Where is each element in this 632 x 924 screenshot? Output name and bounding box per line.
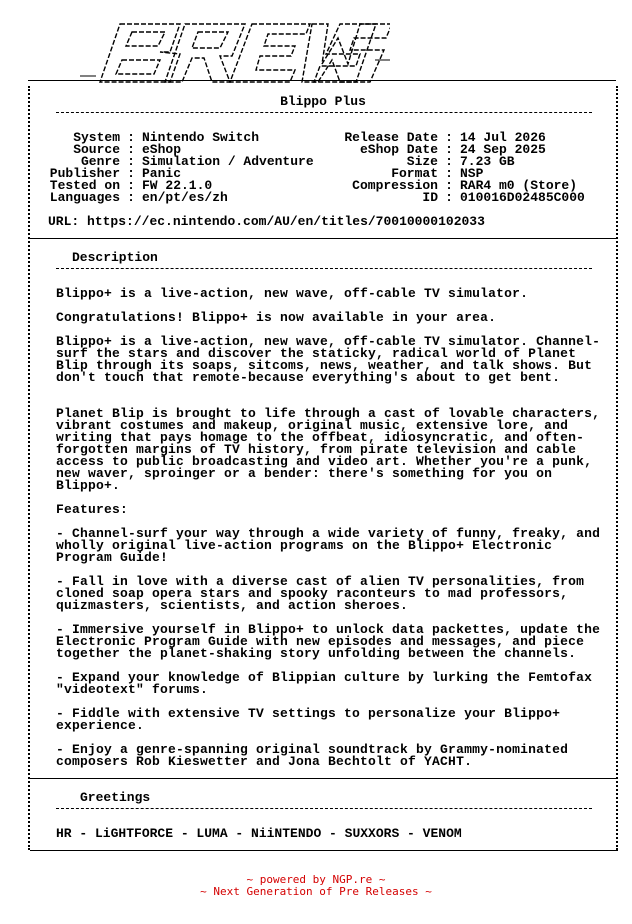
brews-logo — [20, 14, 390, 84]
release-title: Blippo Plus — [280, 94, 366, 109]
section-divider — [30, 778, 618, 779]
features-label: Features: — [56, 502, 129, 517]
feature-item: - Channel-surf your way through a wide variety of funny, freaky, and wholly original live-action programs on the Blippo+ Electronic Program Guide! — [56, 526, 601, 565]
info-separator: : — [127, 142, 135, 157]
info-label: Size — [406, 154, 438, 169]
description-heading: Description — [72, 250, 158, 265]
info-value: 24 Sep 2025 — [460, 142, 546, 157]
info-label: Languages — [49, 190, 120, 205]
url-link[interactable]: https://ec.nintendo.com/AU/en/titles/70010000102033 — [87, 214, 485, 229]
info-label: System — [73, 130, 120, 145]
paragraph: Blippo+ is a live-action, new wave, off-cable TV simulator. Channel-surf the stars and discover the staticky, radical world of Planet Blip through its soaps, sitcoms, news, weather, and talk shows. But don't touch that remote-because everything's about to get bent. — [56, 334, 601, 385]
info-label: ID — [422, 190, 438, 205]
info-separator: : — [127, 166, 135, 181]
info-label: Format — [391, 166, 438, 181]
info-value: 010016D02485C000 — [460, 190, 585, 205]
top-rule — [28, 80, 616, 81]
footer-tagline: ~ Next Generation of Pre Releases ~ — [200, 885, 432, 898]
feature-item: - Expand your knowledge of Blippian culture by lurking the Femtofax "videotext" forums. — [56, 670, 593, 697]
feature-item: - Fiddle with extensive TV settings to personalize your Blippo+ experience. — [56, 706, 561, 733]
url-line — [48, 216, 485, 228]
powered-by-link[interactable]: ~ powered by NGP.re ~ — [246, 873, 386, 886]
paragraph: Congratulations! Blippo+ is now available in your area. — [56, 310, 497, 325]
feature-item: - Immersive yourself in Blippo+ to unlock data packettes, update the Electronic Program Guide with new episodes and messages, and piece together the planet-shaking story unfolding between the channels. — [56, 622, 601, 661]
info-separator: : — [127, 154, 135, 169]
info-separator: : — [445, 166, 453, 181]
info-separator: : — [445, 130, 453, 145]
section-divider — [30, 238, 618, 239]
feature-item: - Fall in love with a diverse cast of alien TV personalities, from cloned soap opera stars and spooky raconteurs to mad professors, quizmasters, scientists, and action sheroes. — [56, 574, 585, 613]
url-label: URL: — [48, 214, 80, 229]
info-value: Nintendo Switch — [142, 130, 260, 145]
paragraph: Planet Blip is brought to life through a cast of lovable characters, vibrant costumes and makeup, original music, extensive lore, and writing that pays homage to the offbeat, idiosyncratic, and often-forgotten margins of TV history, from pirate television and cable access to public broadcasting and video art. Whether you're a punk, new waver, sproinger or a bender: there's something for you on Blippo+. — [56, 406, 601, 493]
info-label: Publisher — [49, 166, 120, 181]
greetings-heading: Greetings — [80, 790, 151, 805]
info-separator: : — [445, 190, 453, 205]
info-separator: : — [445, 154, 453, 169]
info-value: 14 Jul 2026 — [460, 130, 546, 145]
info-right — [338, 132, 585, 204]
greetings-rule — [56, 808, 592, 809]
info-label: Compression — [352, 178, 438, 193]
feature-item: - Enjoy a genre-spanning original soundtrack by Grammy-nominated composers Rob Kieswetter and Jona Bechtolt of YACHT. — [56, 742, 569, 769]
info-label: Tested on — [49, 178, 120, 193]
info-value: 7.23 GB — [460, 154, 515, 169]
info-value: RAR4 m0 (Store) — [460, 178, 578, 193]
info-label: Source — [73, 142, 120, 157]
info-left — [40, 132, 314, 204]
info-separator: : — [445, 178, 453, 193]
title-rule — [56, 112, 592, 113]
bottom-rule — [30, 850, 618, 851]
info-value: FW 22.1.0 — [142, 178, 213, 193]
info-separator: : — [445, 142, 453, 157]
info-label: eShop Date — [359, 142, 438, 157]
footer — [0, 874, 632, 898]
info-value: eShop — [142, 142, 182, 157]
info-value: Panic — [142, 166, 182, 181]
info-separator: : — [127, 190, 135, 205]
info-value: en/pt/es/zh — [142, 190, 228, 205]
info-value: NSP — [460, 166, 484, 181]
info-separator: : — [127, 130, 135, 145]
paragraph: Blippo+ is a live-action, new wave, off-cable TV simulator. — [56, 286, 529, 301]
greetings-text: HR - LiGHTFORCE - LUMA - NiiNTENDO - SUXXORS - VENOM — [56, 826, 462, 841]
info-label: Genre — [80, 154, 120, 169]
info-label: Release Date — [344, 130, 438, 145]
info-value: Simulation / Adventure — [142, 154, 314, 169]
info-separator: : — [127, 178, 135, 193]
description-rule — [56, 268, 592, 269]
info-row — [40, 192, 314, 204]
info-row — [338, 192, 585, 204]
